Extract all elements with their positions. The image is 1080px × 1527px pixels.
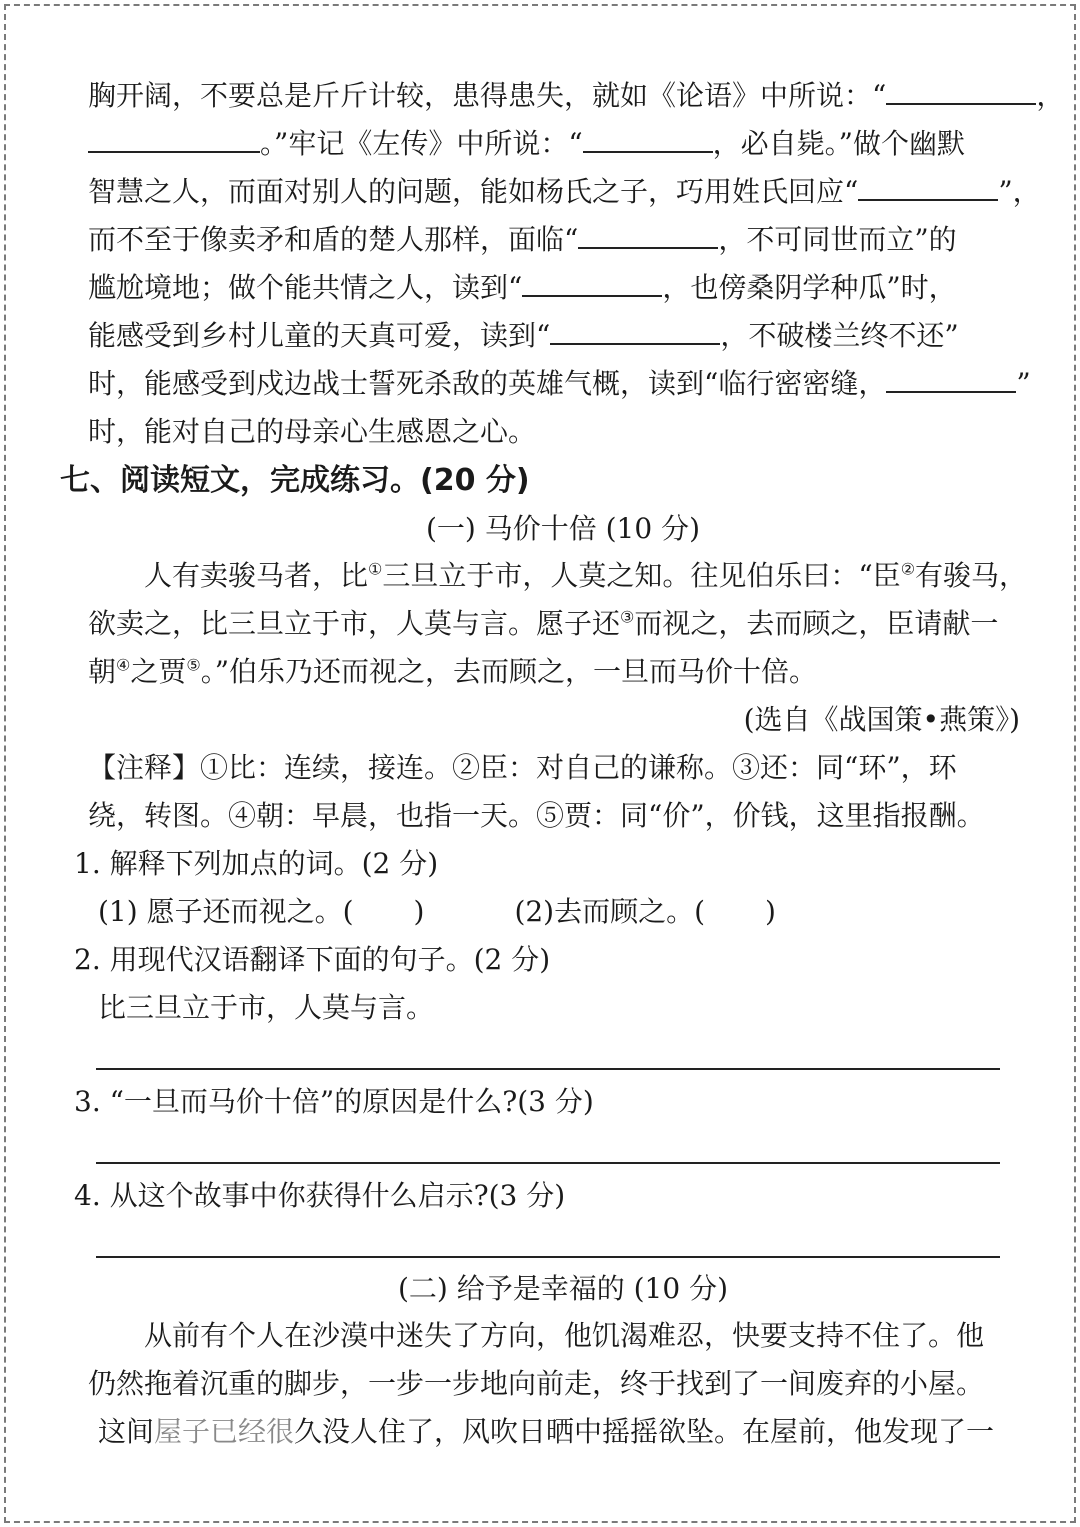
question-3: 3. “一旦而马价十倍”的原因是什么?(3 分) xyxy=(74,1085,594,1118)
fill-line-5: 尴尬境地；做个能共情之人，读到“ ，也傍桑阴学种瓜”时， xyxy=(88,264,1038,312)
blank-3[interactable] xyxy=(583,121,713,153)
question-1-items: (1) 愿子还而视之。( ) (2)去而顾之。( ) xyxy=(98,895,776,928)
fill-line-6: 能感受到乡村儿童的天真可爱，读到“ ，不破楼兰终不还” xyxy=(88,312,1038,360)
answer-line-4[interactable] xyxy=(96,1220,1000,1258)
passage-2-line-1: 从前有个人在沙漠中迷失了方向，他饥渴难忍，快要支持不住了。他 xyxy=(144,1319,985,1352)
question-1: 1. 解释下列加点的词。(2 分) xyxy=(74,847,439,880)
blank-1[interactable] xyxy=(886,73,1036,105)
blank-6[interactable] xyxy=(522,265,662,297)
question-2-sentence: 比三旦立于市，人莫与言。 xyxy=(98,991,435,1024)
fill-line-4: 而不至于像卖矛和盾的楚人那样，面临“ ，不可同世而立”的 xyxy=(88,216,1038,264)
passage-1-title: (一) 马价十倍 (10 分) xyxy=(425,512,701,545)
blank-8[interactable] xyxy=(886,361,1016,393)
passage-2-line-2: 仍然拖着沉重的脚步，一步一步地向前走，终于找到了一间废弃的小屋。 xyxy=(88,1367,985,1400)
note-marker: ④ xyxy=(116,655,131,675)
note-marker: ⑤ xyxy=(186,655,201,675)
blank-7[interactable] xyxy=(550,313,720,345)
fill-line-8: 时，能对自己的母亲心生感恩之心。 xyxy=(88,415,537,448)
question-2: 2. 用现代汉语翻译下面的句子。(2 分) xyxy=(74,943,551,976)
fill-line-2: 。”牢记《左传》中所说：“ ，必自毙。”做个幽默 xyxy=(88,120,1038,168)
passage-1-source: (选自《战国策•燕策》) xyxy=(743,703,1020,736)
note-marker: ① xyxy=(368,559,383,579)
passage-1-line-3: 朝④之贾⑤。”伯乐乃还而视之，去而顾之，一旦而马价十倍。 xyxy=(88,655,818,688)
passage-1-line-2: 欲卖之，比三旦立于市，人莫与言。愿子还③而视之，去而顾之，臣请献一 xyxy=(88,607,999,640)
fill-line-7: 时，能感受到戍边战士誓死杀敌的英雄气概，读到“临行密密缝， ” xyxy=(88,360,1038,408)
answer-line-3[interactable] xyxy=(96,1126,1000,1164)
blank-4[interactable] xyxy=(858,169,998,201)
passage-2-title: (二) 给予是幸福的 (10 分) xyxy=(397,1272,729,1305)
fill-line-1: 胸开阔，不要总是斤斤计较，患得患失，就如《论语》中所说：“ ， xyxy=(88,72,1038,120)
notes-line-1: 【注释】①比：连续，接连。②臣：对自己的谦称。③还：同“环”，环 xyxy=(88,751,957,784)
content xyxy=(60,72,1065,1456)
blank-5[interactable] xyxy=(578,217,718,249)
blank-2[interactable] xyxy=(88,121,260,153)
passage-2-line-3: 这间屋子已经很久没人住了，风吹日晒中摇摇欲坠。在屋前，他发现了一 xyxy=(98,1415,995,1448)
question-4: 4. 从这个故事中你获得什么启示?(3 分) xyxy=(74,1179,566,1212)
passage-1-line-1: 人有卖骏马者，比①三旦立于市，人莫之知。往见伯乐曰：“臣②有骏马， xyxy=(144,559,1028,592)
note-marker: ③ xyxy=(620,607,635,627)
note-marker: ② xyxy=(900,559,916,579)
notes-line-2: 绕，转图。④朝：早晨，也指一天。⑤贾：同“价”，价钱，这里指报酬。 xyxy=(88,799,985,832)
section-heading: 七、阅读短文，完成练习。(20 分) xyxy=(60,463,530,498)
fill-line-3: 智慧之人，而面对别人的问题，能如杨氏之子，巧用姓氏回应“ ”， xyxy=(88,168,1038,216)
answer-line-2[interactable] xyxy=(96,1032,1000,1070)
